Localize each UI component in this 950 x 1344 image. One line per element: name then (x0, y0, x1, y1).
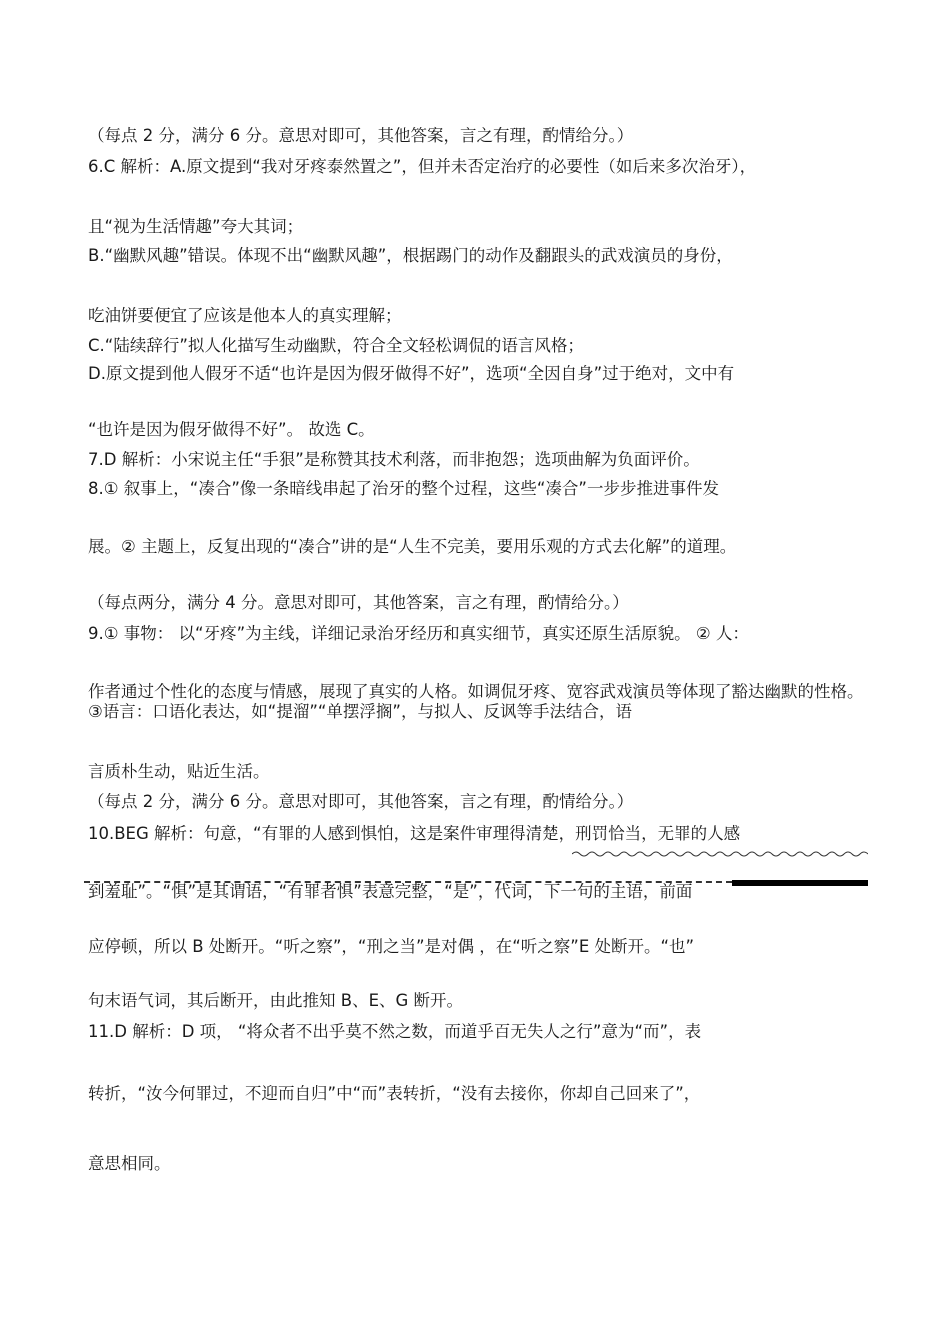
answer-6-line-5: C.“陆续辞行”拟人化描写生动幽默，符合全文轻松调侃的语言风格； (88, 336, 584, 355)
answer-6-line-3: B.“幽默风趣”错误。体现不出“幽默风趣”，根据踢门的动作及翻跟头的武戏演员的身份， (88, 246, 733, 265)
score-note-1: （每点 2 分，满分 6 分。意思对即可，其他答案，言之有理，酌情给分。） (88, 126, 634, 145)
answer-9-line-1: 9.① 事物： 以“牙疼”为主线，详细记录治牙经历和真实细节，真实还原生活原貌。 ② 人： (88, 624, 749, 643)
score-note-3: （每点 2 分，满分 6 分。意思对即可，其他答案，言之有理，酌情给分。） (88, 792, 634, 811)
score-note-2: （每点两分，满分 4 分。意思对即可，其他答案，言之有理，酌情给分。） (88, 593, 629, 612)
answer-6-line-6: D.原文提到他人假牙不适“也许是因为假牙做得不好”，选项“全因自身”过于绝对，文中有 (88, 364, 735, 383)
answer-10-line-3: 应停顿，所以 B 处断开。“听之察”，“刑之当”是对偶 ，在“听之察”E 处断开。“也” (88, 937, 695, 956)
answer-6-line-2: 且“视为生活情趣”夸大其词； (88, 217, 304, 236)
answer-6-line-4: 吃油饼要便宜了应该是他本人的真实理解； (88, 306, 402, 325)
answer-7: 7.D 解析：小宋说主任“手狠”是称赞其技术利落，而非抱怨；选项曲解为负面评价。 (88, 450, 700, 469)
answer-6-line-7: “也许是因为假牙做得不好”。 故选 C。 (88, 420, 375, 439)
answer-11-line-3: 意思相同。 (88, 1154, 171, 1173)
answer-6-line-1: 6.C 解析：A.原文提到“我对牙疼泰然置之”，但并未否定治疗的必要性（如后来多次治牙）， (88, 157, 757, 176)
answer-8-line-2: 展。② 主题上，反复出现的“凑合”讲的是“人生不完美，要用乐观的方式去化解”的道理。 (88, 537, 737, 556)
answer-10-line-4: 句末语气词，其后断开，由此推知 B、E、G 断开。 (88, 991, 464, 1010)
answer-9-line-2: 作者通过个性化的态度与情感，展现了真实的人格。如调侃牙疼、宽容武戏演员等体现了豁达幽默的性格。 ③语言：口语化表达，如“提溜”“单摆浮搁”，与拟人、反讽等手法结合，语 (88, 682, 864, 721)
answer-8-line-1: 8.① 叙事上，“凑合”像一条暗线串起了治牙的整个过程，这些“凑合”一步步推进事件发 (88, 479, 719, 498)
answer-11-line-1: 11.D 解析：D 项， “将众者不出乎莫不然之数，而道乎百无失人之行”意为“而”，表 (88, 1022, 702, 1041)
answer-10-line-1: 10.BEG 解析：句意，“有罪的人感到惧怕，这是案件审理得清楚，刑罚恰当，无罪的人感 (88, 824, 741, 843)
wavy-underline (572, 850, 868, 858)
answer-10-line-2: 到羞耻”。“惧”是其谓语，“有罪者惧”表意完整，“是”，代词，下一句的主语，前面 (88, 882, 693, 901)
answer-11-line-2: 转折，“汝今何罪过，不迎而自归”中“而”表转折，“没有去接你，你却自己回来了”， (88, 1084, 701, 1103)
answer-9-line-3: 言质朴生动，贴近生活。 (88, 762, 270, 781)
